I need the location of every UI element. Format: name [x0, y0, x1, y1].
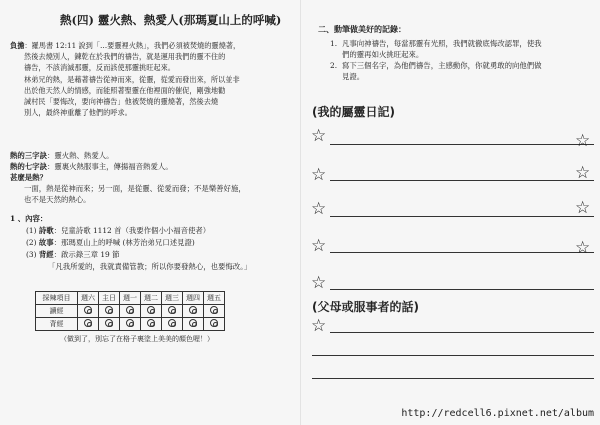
parent-comment-title: (父母或服事者的話) — [312, 300, 419, 314]
record-cell[interactable] — [78, 318, 99, 331]
memo-label: 負擔 — [10, 41, 25, 50]
coloring-note: （做到了，別忘了在格子裏塗上美美的顏色喔！） — [60, 335, 214, 343]
double-circle-icon — [189, 306, 197, 314]
diary-title: (我的屬靈日記) — [312, 105, 395, 119]
record-cell[interactable] — [120, 305, 141, 318]
record-cell[interactable] — [162, 318, 183, 331]
parent-writing-line[interactable] — [312, 378, 594, 379]
star-icon: ☆ — [311, 273, 327, 293]
star-icon: ☆ — [311, 199, 327, 219]
memo-para2-1: 出於他天然人的情感，而能照著聖靈在他裡面的催促，剛強地勸 — [24, 85, 226, 95]
record-header-cell: 週一 — [120, 292, 141, 305]
record-header-cell: 週四 — [183, 292, 204, 305]
motto-seven-text: ：靈裏火熱服事主，傳揚福音熱愛人。 — [46, 162, 173, 171]
star-icon: ☆ — [575, 163, 591, 183]
double-circle-icon — [84, 306, 92, 314]
memo-section — [10, 40, 292, 118]
instruction-num: 1. — [330, 39, 338, 48]
motto-seven-label: 熱的七字訣 — [10, 162, 47, 171]
instruction-line: 們的靈再如火挑旺起來。 — [342, 50, 424, 59]
record-header-cell: 週三 — [162, 292, 183, 305]
content-heading: 1 、內容： — [10, 214, 48, 223]
memo-line-1: 然後去燒別人，鍊乾在於我們的禱告，就是運用我們的靈不住的 — [24, 52, 226, 62]
record-row-label: 背經 — [36, 318, 78, 331]
content-item-verse — [10, 249, 292, 261]
diary-writing-line[interactable] — [330, 144, 594, 145]
content-item-text: ：兒童詩歌 1112 首（我要作個小小福音使者） — [53, 226, 211, 235]
what-is-heat-heading: 甚麼是熱？ — [10, 173, 47, 182]
double-circle-icon — [126, 306, 134, 314]
record-header-cell: 主日 — [99, 292, 120, 305]
record-cell[interactable] — [183, 318, 204, 331]
record-header-cell: 週二 — [141, 292, 162, 305]
record-cell[interactable] — [99, 305, 120, 318]
instruction-line: 寫下三個名字，為他們禱告，主感動你，你就勇敢的向他們做 — [342, 61, 542, 70]
motto-three — [10, 150, 292, 161]
instruction-line: 凡事向神禱告，每當那靈有光照，我們就徹底悔改認罪，使我 — [342, 39, 542, 48]
record-cell[interactable] — [162, 305, 183, 318]
record-header-cell: 週六 — [78, 292, 99, 305]
star-icon: ☆ — [575, 238, 591, 258]
instruction-text — [342, 38, 542, 60]
record-header-cell: 週五 — [204, 292, 225, 305]
memo-para2-0: 林弟兄的熱，是藉著禱告從神而來，從靈，從愛而發出來，所以並非 — [24, 74, 240, 84]
record-header-cell: 採辣項目 — [36, 292, 78, 305]
motto-seven — [10, 161, 292, 172]
record-instructions — [330, 38, 588, 82]
instruction-line: 見證。 — [342, 72, 365, 81]
record-row-memorize — [36, 318, 225, 331]
content-item-label: 詩歌 — [38, 226, 54, 235]
content-item-num: (2) — [26, 238, 37, 247]
record-row-reading — [36, 305, 225, 318]
diary-writing-line[interactable] — [330, 216, 594, 217]
record-cell[interactable] — [204, 305, 225, 318]
double-circle-icon — [189, 319, 197, 327]
record-row-label: 讀經 — [36, 305, 78, 318]
star-icon: ☆ — [311, 236, 327, 256]
memo-line-0 — [10, 40, 292, 51]
star-icon: ☆ — [311, 316, 327, 336]
record-cell[interactable] — [204, 318, 225, 331]
diary-writing-line[interactable] — [330, 252, 594, 253]
star-icon: ☆ — [575, 131, 591, 151]
memo-line-2: 禱告，不該消滅那靈，反而該使那靈挑旺起來。 — [24, 63, 175, 73]
memo-para2-3: 別人，最終神重離了他們的呼求。 — [24, 108, 132, 118]
content-item-num: (3) — [26, 250, 37, 259]
double-circle-icon — [168, 319, 176, 327]
content-item-text: ：那瑪夏山上的呼喊 (林芳治弟兄口述見證) — [53, 238, 195, 247]
double-circle-icon — [126, 319, 134, 327]
record-cell[interactable] — [141, 318, 162, 331]
star-icon: ☆ — [311, 165, 327, 185]
memo-para2-2: 誡村民「要悔改，要向神禱告」他被焚燒的靈燒著，然後去燒 — [24, 97, 219, 107]
record-heading: 二、動筆做美好的記錄： — [318, 24, 406, 34]
diary-writing-line[interactable] — [330, 289, 594, 290]
double-circle-icon — [210, 306, 218, 314]
content-item-story — [10, 237, 292, 249]
double-circle-icon — [84, 319, 92, 327]
memo-text-0: ：羅馬書 12:11 說到「…要靈裡火熱」，我們必須被焚燒的靈燒著， — [24, 41, 241, 50]
star-icon: ☆ — [575, 198, 591, 218]
double-circle-icon — [210, 319, 218, 327]
diary-writing-line[interactable] — [330, 180, 594, 181]
double-circle-icon — [168, 306, 176, 314]
parent-writing-line[interactable] — [330, 332, 594, 333]
watermark-url: http://redcell6.pixnet.net/album — [401, 408, 594, 419]
record-cell[interactable] — [78, 305, 99, 318]
star-icon: ☆ — [311, 126, 327, 146]
record-table-header — [36, 292, 225, 305]
record-table — [35, 291, 225, 331]
content-item-label: 背經 — [38, 250, 54, 259]
worksheet-title: 熱(四) 靈火熱、熱愛人(那瑪夏山上的呼喊) — [60, 13, 282, 27]
record-cell[interactable] — [120, 318, 141, 331]
record-cell[interactable] — [183, 305, 204, 318]
motto-three-label: 熱的三字訣 — [10, 151, 47, 160]
record-cell[interactable] — [99, 318, 120, 331]
mottos-section — [10, 150, 292, 205]
record-cell[interactable] — [141, 305, 162, 318]
double-circle-icon — [105, 306, 113, 314]
what-is-heat-line-1: 也不是天然的熱心。 — [24, 195, 91, 204]
double-circle-icon — [105, 319, 113, 327]
instruction-item — [330, 38, 588, 60]
page-fold — [300, 0, 301, 425]
content-item-text: ：啟示錄三章 19 節 — [53, 250, 120, 259]
instruction-text — [342, 60, 542, 82]
verse-quote: 「凡我所愛的，我就責備管教；所以你要發熱心，也要悔改。」 — [48, 262, 252, 271]
motto-three-text: ：靈火熱、熱愛人。 — [46, 151, 114, 160]
instruction-num: 2. — [330, 61, 338, 70]
double-circle-icon — [147, 306, 155, 314]
content-item-label: 故事 — [38, 238, 54, 247]
double-circle-icon — [147, 319, 155, 327]
content-item-song — [10, 225, 292, 237]
content-section — [10, 213, 292, 273]
instruction-item — [330, 60, 588, 82]
parent-writing-line[interactable] — [312, 355, 594, 356]
what-is-heat-line-0: 一面，熱是從神而來；另一面，是從靈、從愛而發；不是樂善好施， — [24, 184, 246, 193]
content-item-num: (1) — [26, 226, 37, 235]
